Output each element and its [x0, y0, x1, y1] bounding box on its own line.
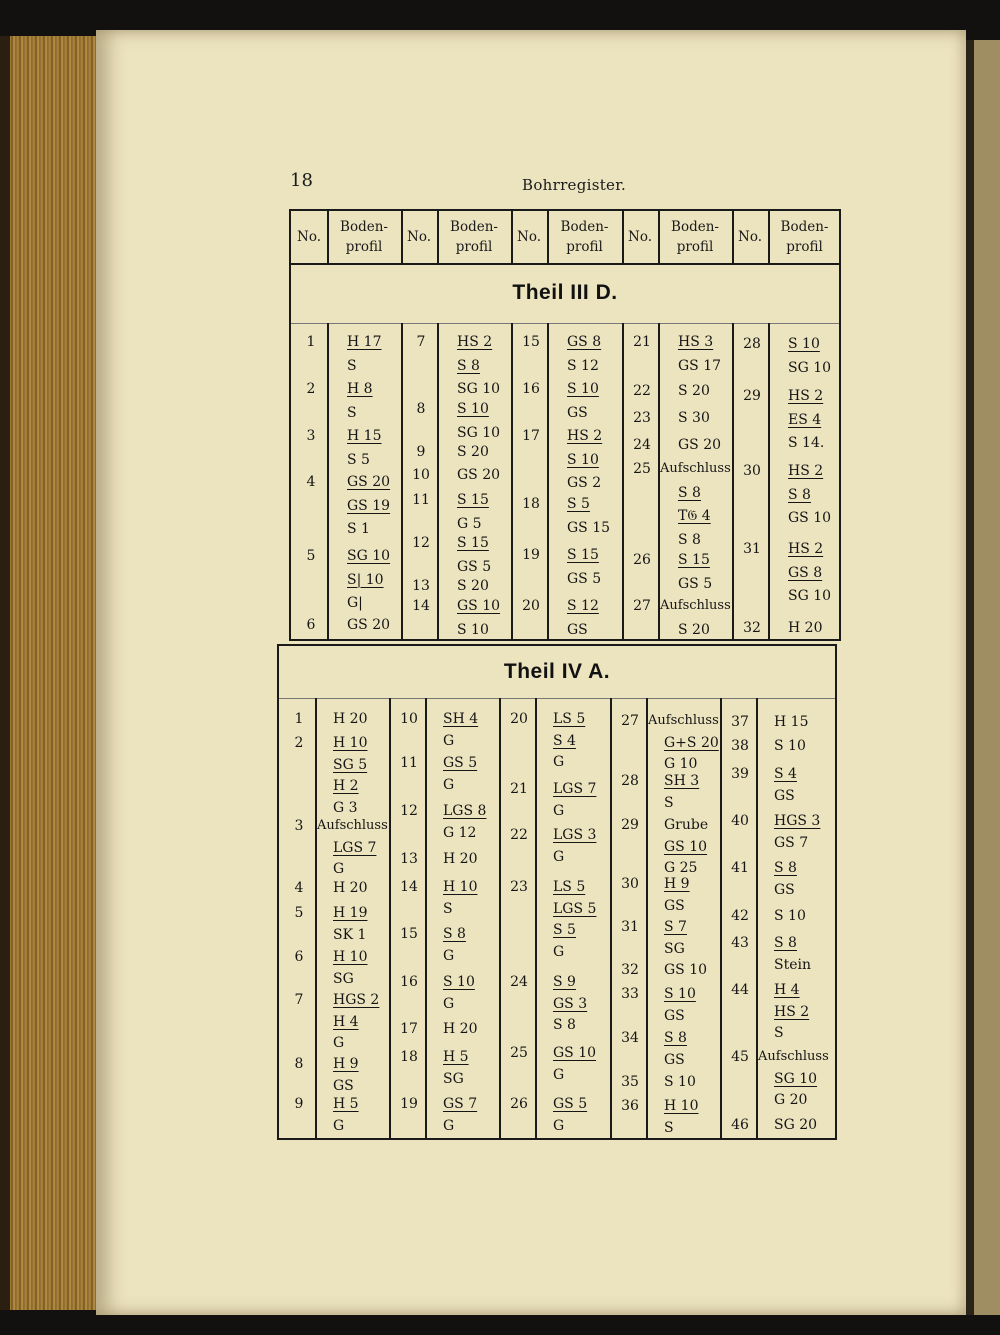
profil-layer: LS 5	[553, 711, 586, 727]
entry-no: 43	[731, 935, 749, 951]
profil-layer: LS 5	[553, 879, 586, 895]
entry-no: 13	[412, 578, 430, 594]
header-no: No.	[407, 229, 431, 245]
profil-layer: SG 10	[788, 588, 832, 604]
entry-no: 25	[510, 1045, 528, 1061]
profil-layer: HS 2	[788, 388, 824, 404]
entry-no: 11	[400, 755, 418, 771]
profil-layer: G+S 20	[664, 734, 719, 751]
profil-layer: S 10	[567, 381, 599, 397]
profil-layer: GS	[774, 881, 795, 898]
profil-layer: GS	[567, 621, 588, 638]
column-rule	[547, 211, 549, 263]
profil-layer: H 20	[333, 711, 368, 727]
profil-layer: S 5	[347, 451, 370, 468]
profil-layer: GS 20	[678, 437, 722, 453]
profil-layer: S	[443, 900, 453, 917]
header-no: No.	[628, 229, 652, 245]
profil-layer: LGS 7	[333, 839, 377, 856]
entry-no: 17	[400, 1021, 418, 1037]
entry-no: 46	[731, 1117, 749, 1133]
gutter	[966, 40, 974, 1315]
entry-no: 41	[731, 860, 749, 876]
header-bodenprofil: Boden-profil	[560, 219, 609, 255]
entry-no: 24	[633, 437, 651, 453]
profil-layer: LGS 5	[553, 900, 597, 917]
table-header	[291, 211, 839, 265]
profil-layer: GS	[333, 1077, 354, 1094]
column-rule	[389, 698, 391, 1138]
profil-layer: H 5	[333, 1096, 359, 1112]
column-rule	[732, 211, 734, 263]
profil-layer: G 25	[664, 860, 698, 876]
profil-layer: GS 10	[457, 598, 501, 614]
entry-no: 19	[400, 1096, 418, 1112]
profil-layer: S 8	[774, 860, 797, 876]
section-divider	[279, 698, 835, 699]
column-rule	[646, 698, 648, 1138]
profil-layer: S 8	[553, 1017, 576, 1033]
entry-no: 33	[621, 986, 639, 1002]
profil-layer: G	[443, 776, 455, 793]
column-rule	[658, 323, 660, 639]
entry-no: 45	[731, 1049, 749, 1065]
entry-no: 8	[416, 401, 426, 417]
column-rule	[401, 323, 403, 639]
entry-no: 2	[294, 735, 304, 751]
profil-layer: G	[443, 995, 455, 1012]
column-rule	[511, 323, 513, 639]
header-bodenprofil: Boden-profil	[780, 219, 829, 255]
profil-layer: SG 5	[333, 756, 368, 773]
profil-layer: GS 5	[678, 575, 713, 592]
profil-layer: S 10	[457, 621, 489, 638]
column-rule	[511, 211, 513, 263]
profil-layer: GS 8	[788, 564, 823, 581]
entry-no: 29	[621, 817, 639, 833]
profil-layer: S 8	[664, 1030, 687, 1046]
entry-no: 44	[731, 982, 749, 998]
profil-layer: GS 7	[443, 1096, 478, 1112]
entry-no: 8	[294, 1056, 304, 1072]
entry-no: 1	[294, 711, 304, 727]
entry-no: 22	[510, 827, 528, 843]
profil-layer: SG	[333, 970, 354, 987]
entry-no: 14	[412, 598, 430, 614]
column-rule	[437, 211, 439, 263]
entry-no: 39	[731, 766, 749, 782]
entry-no: 25	[633, 461, 651, 477]
profil-layer: G	[333, 1035, 345, 1051]
profil-layer: S 8	[788, 486, 811, 503]
profil-layer: G 12	[443, 824, 477, 841]
entry-no: 6	[294, 949, 304, 965]
entry-no: 10	[412, 467, 430, 483]
profil-layer: G 10	[664, 756, 698, 772]
header-bodenprofil: Boden-profil	[671, 219, 719, 255]
entry-no: 16	[400, 974, 418, 990]
profil-layer: S| 10	[347, 571, 384, 588]
profil-layer: Aufschluss	[660, 461, 731, 476]
entry-no: 20	[522, 598, 540, 614]
profil-layer: H 15	[774, 714, 809, 730]
entry-no: 4	[294, 880, 304, 896]
entry-no: 32	[743, 620, 761, 636]
column-rule	[327, 211, 329, 263]
profil-layer: GS 3	[553, 995, 588, 1012]
profil-layer: G	[333, 1117, 345, 1134]
profil-layer: S 10	[788, 336, 820, 352]
profil-layer: GS 10	[664, 838, 708, 855]
profil-layer: GS	[664, 1051, 685, 1068]
profil-layer: G	[553, 1117, 565, 1134]
entry-no: 21	[633, 334, 651, 350]
profil-layer: GS	[664, 1007, 685, 1024]
profil-layer: GS 19	[347, 497, 391, 514]
entry-no: 22	[633, 383, 651, 399]
profil-layer: SG 10	[788, 359, 832, 376]
profil-layer: S 8	[457, 357, 480, 374]
profil-layer: G	[553, 943, 565, 960]
profil-layer: S 15	[457, 535, 489, 551]
entry-no: 38	[731, 738, 749, 754]
profil-layer: H 5	[443, 1049, 469, 1065]
profil-layer: SG 10	[457, 424, 501, 441]
profil-layer: H 20	[788, 620, 823, 636]
profil-layer: GS	[774, 787, 795, 804]
profil-layer: H 20	[443, 1021, 478, 1037]
profil-layer: S	[774, 1025, 784, 1041]
profil-layer: G	[443, 1117, 455, 1134]
column-rule	[720, 698, 722, 1138]
profil-layer: S 9	[553, 974, 576, 990]
entry-no: 16	[522, 381, 540, 397]
profil-layer: HGS 3	[774, 813, 821, 829]
profil-layer: GS 2	[567, 475, 602, 491]
header-no: No.	[297, 229, 321, 245]
entry-no: 11	[412, 492, 430, 508]
profil-layer: H 10	[443, 879, 478, 895]
profil-layer: GS 5	[553, 1096, 588, 1112]
profil-layer: HS 2	[788, 463, 824, 479]
profil-layer: SG	[443, 1070, 464, 1087]
entry-no: 3	[306, 428, 316, 444]
profil-layer: H 4	[333, 1013, 359, 1030]
entry-no: 26	[633, 552, 651, 568]
profil-layer: GS 17	[678, 357, 722, 374]
profil-layer: S	[347, 357, 357, 374]
profil-layer: SG 10	[347, 548, 391, 564]
profil-layer: SG 20	[774, 1117, 818, 1133]
entry-no: 28	[743, 336, 761, 352]
profil-layer: S 10	[567, 451, 599, 468]
profil-layer: SH 4	[443, 711, 479, 727]
profil-layer: T𝔊 4	[678, 508, 711, 524]
profil-layer: S 10	[664, 986, 696, 1002]
profil-layer: GS	[567, 404, 588, 421]
profil-layer: H 17	[347, 334, 382, 350]
profil-layer: HS 2	[774, 1003, 810, 1020]
profil-layer: G	[553, 754, 565, 770]
profil-layer: G	[553, 848, 565, 865]
column-rule	[425, 698, 427, 1138]
entry-no: 10	[400, 711, 418, 727]
profil-layer: S	[664, 1119, 674, 1136]
profil-layer: H 2	[333, 778, 359, 794]
entry-no: 36	[621, 1098, 639, 1114]
profil-layer: HS 2	[457, 334, 493, 350]
table-theil-4a	[277, 644, 837, 1140]
profil-layer: Aufschluss	[660, 598, 731, 613]
entry-no: 23	[510, 879, 528, 895]
header-bodenprofil: Boden-profil	[340, 219, 388, 255]
entry-no: 5	[294, 905, 304, 921]
entry-no: 27	[633, 598, 651, 614]
profil-layer: GS 8	[567, 334, 602, 350]
profil-layer: G	[553, 1066, 565, 1083]
header-no: No.	[517, 229, 541, 245]
profil-layer: S 4	[774, 766, 797, 782]
profil-layer: G	[443, 947, 455, 964]
profil-layer: S 12	[567, 357, 599, 374]
table-theil-3d	[289, 209, 841, 641]
profil-layer: GS 20	[457, 467, 501, 483]
profil-layer: H 9	[333, 1056, 359, 1072]
entry-no: 3	[294, 818, 304, 834]
profil-layer: G 20	[774, 1092, 808, 1108]
profil-layer: S 7	[664, 919, 687, 935]
profil-layer: S 15	[567, 547, 599, 563]
profil-layer: LGS 7	[553, 781, 597, 797]
column-rule	[768, 211, 770, 263]
entry-no: 21	[510, 781, 528, 797]
profil-layer: G 3	[333, 799, 358, 816]
column-rule	[732, 323, 734, 639]
profil-layer: Aufschluss	[648, 713, 719, 728]
profil-layer: S 4	[553, 732, 576, 749]
entry-no: 15	[522, 334, 540, 350]
section-title: Theil III D.	[512, 281, 618, 304]
profil-layer: G	[553, 802, 565, 819]
profil-layer: GS 20	[347, 617, 391, 633]
profil-layer: GS 15	[567, 519, 611, 536]
entry-no: 4	[306, 474, 316, 490]
entry-no: 12	[412, 535, 430, 551]
column-rule	[622, 323, 624, 639]
entry-no: 31	[621, 919, 639, 935]
profil-layer: H 19	[333, 905, 368, 921]
profil-layer: G	[443, 732, 455, 749]
profil-layer: S 14.	[788, 435, 825, 451]
profil-layer: S 10	[774, 738, 806, 754]
column-rule	[547, 323, 549, 639]
entry-no: 30	[621, 876, 639, 892]
profil-layer: H 15	[347, 428, 382, 444]
page-number: 18	[290, 170, 313, 191]
entry-no: 40	[731, 813, 749, 829]
profil-layer: H 10	[333, 735, 368, 751]
profil-layer: S 15	[678, 552, 710, 568]
entry-no: 20	[510, 711, 528, 727]
entry-no: 15	[400, 926, 418, 942]
profil-layer: G	[333, 861, 345, 877]
profil-layer: S 8	[678, 484, 701, 501]
profil-layer: GS 5	[567, 570, 602, 587]
column-rule	[315, 698, 317, 1138]
entry-no: 42	[731, 908, 749, 924]
profil-layer: H 9	[664, 876, 690, 892]
profil-layer: Aufschluss	[317, 818, 388, 833]
entry-no: 34	[621, 1030, 639, 1046]
profil-layer: HS 2	[788, 541, 824, 557]
profil-layer: GS 10	[553, 1045, 597, 1061]
book-page-edges	[0, 36, 104, 1310]
entry-no: 31	[743, 541, 761, 557]
profil-layer: GS	[664, 897, 685, 914]
header-bodenprofil: Boden-profil	[450, 219, 498, 255]
entry-no: 7	[416, 334, 426, 350]
column-rule	[610, 698, 612, 1138]
running-head: Bohrregister.	[522, 176, 627, 194]
profil-layer: S	[664, 794, 674, 811]
profil-layer: S 1	[347, 521, 370, 537]
profil-layer: SG 10	[774, 1070, 818, 1087]
entry-no: 6	[306, 617, 316, 633]
profil-layer: H 20	[443, 851, 478, 867]
profil-layer: G 5	[457, 515, 482, 532]
profil-layer: GS 5	[457, 558, 492, 575]
entry-no: 30	[743, 463, 761, 479]
entry-no: 35	[621, 1074, 639, 1090]
profil-layer: LGS 3	[553, 827, 597, 843]
profil-layer: LGS 8	[443, 803, 487, 819]
profil-layer: H 20	[333, 880, 368, 896]
profil-layer: SG	[664, 940, 685, 957]
profil-layer: G|	[347, 595, 363, 611]
entry-no: 23	[633, 410, 651, 426]
profil-layer: H 4	[774, 982, 800, 998]
entry-no: 2	[306, 381, 316, 397]
profil-layer: S 10	[774, 908, 806, 924]
profil-layer: S 5	[567, 496, 590, 512]
profil-layer: S 20	[678, 383, 710, 399]
profil-layer: S 15	[457, 492, 489, 508]
profil-layer: S 8	[678, 531, 701, 548]
header-no: No.	[738, 229, 762, 245]
entry-no: 27	[621, 713, 639, 729]
profil-layer: S 8	[443, 926, 466, 942]
profil-layer: S 10	[457, 401, 489, 417]
entry-no: 26	[510, 1096, 528, 1112]
profil-layer: S 10	[664, 1074, 696, 1090]
entry-no: 24	[510, 974, 528, 990]
profil-layer: S 5	[553, 922, 576, 938]
column-rule	[768, 323, 770, 639]
profil-layer: S	[347, 404, 357, 421]
column-rule	[622, 211, 624, 263]
column-rule	[499, 698, 501, 1138]
entry-no: 9	[294, 1096, 304, 1112]
profil-layer: GS 7	[774, 834, 809, 851]
column-rule	[401, 211, 403, 263]
profil-layer: S 8	[774, 935, 797, 951]
column-rule	[327, 323, 329, 639]
entry-no: 5	[306, 548, 316, 564]
profil-layer: S 10	[443, 974, 475, 990]
entry-no: 29	[743, 388, 761, 404]
book-binding	[0, 36, 10, 1310]
entry-no: 18	[522, 496, 540, 512]
column-rule	[535, 698, 537, 1138]
entry-no: 28	[621, 773, 639, 789]
section-title: Theil IV A.	[503, 660, 611, 683]
profil-layer: SG 10	[457, 381, 501, 397]
column-rule	[756, 698, 758, 1138]
section-divider	[291, 323, 839, 324]
profil-layer: HS 2	[567, 428, 603, 444]
profil-layer: Aufschluss	[758, 1049, 829, 1064]
profil-layer: GS 20	[347, 474, 391, 490]
profil-layer: ES 4	[788, 411, 822, 428]
profil-layer: SH 3	[664, 773, 700, 789]
profil-layer: HGS 2	[333, 992, 380, 1008]
profil-layer: HS 3	[678, 334, 714, 350]
profil-layer: Stein	[774, 956, 811, 973]
entry-no: 17	[522, 428, 540, 444]
entry-no: 7	[294, 992, 304, 1008]
profil-layer: H 10	[333, 949, 368, 965]
profil-layer: GS 10	[788, 510, 832, 526]
entry-no: 37	[731, 714, 749, 730]
profil-layer: H 8	[347, 381, 373, 397]
entry-no: 13	[400, 851, 418, 867]
profil-layer: S 20	[457, 444, 489, 460]
entry-no: 19	[522, 547, 540, 563]
entry-no: 18	[400, 1049, 418, 1065]
entry-no: 14	[400, 879, 418, 895]
profil-layer: S 12	[567, 598, 599, 614]
profil-layer: H 10	[664, 1098, 699, 1114]
profil-layer: S 30	[678, 410, 710, 426]
column-rule	[437, 323, 439, 639]
column-rule	[658, 211, 660, 263]
entry-no: 32	[621, 962, 639, 978]
entry-no: 9	[416, 444, 426, 460]
profil-layer: Grube	[664, 817, 709, 833]
profil-layer: S 20	[457, 578, 489, 594]
profil-layer: GS 10	[664, 962, 708, 978]
profil-layer: SK 1	[333, 926, 367, 943]
profil-layer: GS 5	[443, 755, 478, 771]
entry-no: 12	[400, 803, 418, 819]
entry-no: 1	[306, 334, 316, 350]
profil-layer: S 20	[678, 621, 710, 638]
